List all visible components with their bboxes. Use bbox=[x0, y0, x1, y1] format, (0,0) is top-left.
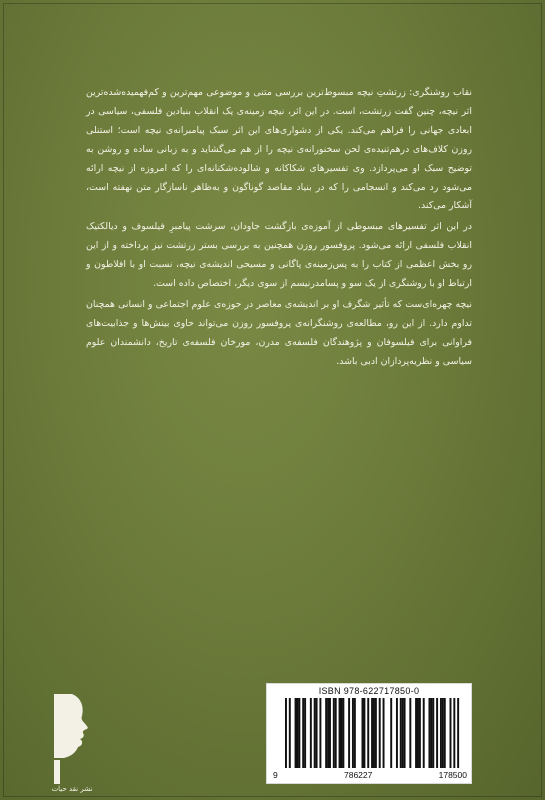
publisher-name: نشر نقد حیات bbox=[51, 785, 93, 793]
barcode-digits bbox=[273, 770, 467, 780]
barcode-bar bbox=[417, 698, 419, 768]
barcode-bar bbox=[329, 698, 331, 768]
barcode-bar bbox=[390, 698, 392, 768]
barcode-bar bbox=[342, 698, 344, 768]
barcode-bars bbox=[285, 698, 461, 768]
barcode-bar bbox=[302, 698, 304, 768]
barcode-bar bbox=[450, 698, 452, 768]
barcode-bar bbox=[348, 698, 350, 768]
barcode-bar bbox=[319, 698, 321, 768]
barcode-bar bbox=[404, 698, 406, 768]
barcode-bar bbox=[430, 698, 432, 768]
barcode-bar bbox=[298, 698, 300, 768]
barcode-bar bbox=[363, 698, 365, 768]
barcode-bar bbox=[339, 698, 341, 768]
barcode-bar bbox=[379, 698, 381, 768]
barcode-bar bbox=[354, 698, 356, 768]
barcode-bar bbox=[352, 698, 354, 768]
barcode-bar bbox=[367, 698, 369, 768]
barcode-bar bbox=[335, 698, 337, 768]
barcode-bar bbox=[442, 698, 444, 768]
barcode-bar bbox=[314, 698, 316, 768]
barcode-bar bbox=[325, 698, 327, 768]
barcode-bar bbox=[289, 698, 291, 768]
barcode-bar bbox=[423, 698, 425, 768]
barcode-bar bbox=[383, 698, 385, 768]
barcode-digit-group: 178500 bbox=[438, 770, 467, 780]
barcode-bar bbox=[296, 698, 298, 768]
barcode-bar bbox=[310, 698, 312, 768]
barcode-bar bbox=[436, 698, 438, 768]
isbn-barcode bbox=[266, 683, 472, 784]
barcode-digit-group: 9 bbox=[273, 770, 278, 780]
barcode-bar bbox=[440, 698, 442, 768]
barcode-bar bbox=[373, 698, 375, 768]
barcode-bar bbox=[375, 698, 377, 768]
barcode-bar bbox=[444, 698, 446, 768]
barcode-bar bbox=[400, 698, 402, 768]
blurb-paragraph-2: در این اثر تفسیرهای مبسوطی از آموزه‌ی بازگشت جاودان، سرشت پیامبرِ فیلسوف و دیالکتیک انقلاب فلسفی ارائه می‌شود. پروفسور روزن همچنین به بررسی بستر زرتشت نیز پرداخته و از این رو بخش اعظمی از کتاب را به پس‌زمینه‌ی پاگانی و مسیحی اندیشه‌ی نیچه، نسبت او با افلاطون و ارتباط او با روشنگری از یک سو و پسامدرنیسم از سوی دیگر، اختصاص داده است. bbox=[86, 221, 472, 290]
barcode-bar bbox=[428, 698, 430, 768]
barcode-bar bbox=[396, 698, 398, 768]
blurb-paragraph-3: نیچه چهره‌ای‌ست که تأثیر شگرف او بر اندیشه‌ی معاصر در حوزه‌ی علوم اجتماعی و انسانی همچنان تداوم دارد. از این رو، مطالعه‌ی روشنگرانه‌ی پروفسور روزن می‌تواند حاوی بینش‌ها و جذابیت‌های فراوانی برای فیلسوفان و پژوهندگان فلسفه‌ی مدرن، مورخان فلسفه‌ی تاریخ، دانشمندان علوم سیاسی و نظریه‌پردازان ادبی باشد. bbox=[86, 298, 472, 367]
barcode-bar bbox=[432, 698, 434, 768]
barcode-digit-group: 786227 bbox=[343, 770, 373, 780]
barcode-bar bbox=[402, 698, 404, 768]
barcode-bar bbox=[327, 698, 329, 768]
isbn-number: ISBN 978-622717850-0 bbox=[318, 686, 420, 696]
barcode-bar bbox=[304, 698, 306, 768]
barcode-bar bbox=[371, 698, 373, 768]
barcode-bar bbox=[457, 698, 459, 768]
barcode-bar bbox=[409, 698, 411, 768]
barcode-bar bbox=[419, 698, 421, 768]
barcode-bar bbox=[415, 698, 417, 768]
barcode-bar bbox=[453, 698, 455, 768]
barcode-bar bbox=[362, 698, 364, 768]
barcode-bar bbox=[340, 698, 342, 768]
blurb-text-block bbox=[86, 84, 472, 374]
publisher-logo-icon bbox=[46, 690, 98, 786]
blurb-paragraph-1: نقاب روشنگری: زرتشتِ نیچه مبسوط‌ترین بررسی متنی و موضوعی مهم‌ترین و کم‌فهمیده‌شده‌ترین اثر نیچه، چنین گفت زرتشت، است. در این اثر، نیچه زمینه‌ی یک انقلاب بنیادین فلسفی، سیاسی در ابعادی جهانی را فراهم می‌کند. یکی از دشواری‌های این اثر سبک پیامبرانه‌ی نیچه است؛ استنلی روزن کلاف‌های درهم‌تنیده‌ی لحن سخنورانه‌ی نیچه را از هم می‌گشاید و به زبانی ساده و روشن به توضیح سبک او می‌پردازد. وی تفسیرهای شکاکانه و شالوده‌شکنانه‌ای را که امروزه از نیچه ارائه می‌شود رد می‌کند و انسجامی را که در بنیاد مقاصد گوناگون و به‌ظاهر ناسازگار متن نهفته است، آشکار می‌کند. bbox=[86, 87, 472, 212]
barcode-bar bbox=[295, 698, 297, 768]
barcode-bar bbox=[333, 698, 335, 768]
barcode-bar bbox=[316, 698, 318, 768]
barcode-bar bbox=[285, 698, 287, 768]
